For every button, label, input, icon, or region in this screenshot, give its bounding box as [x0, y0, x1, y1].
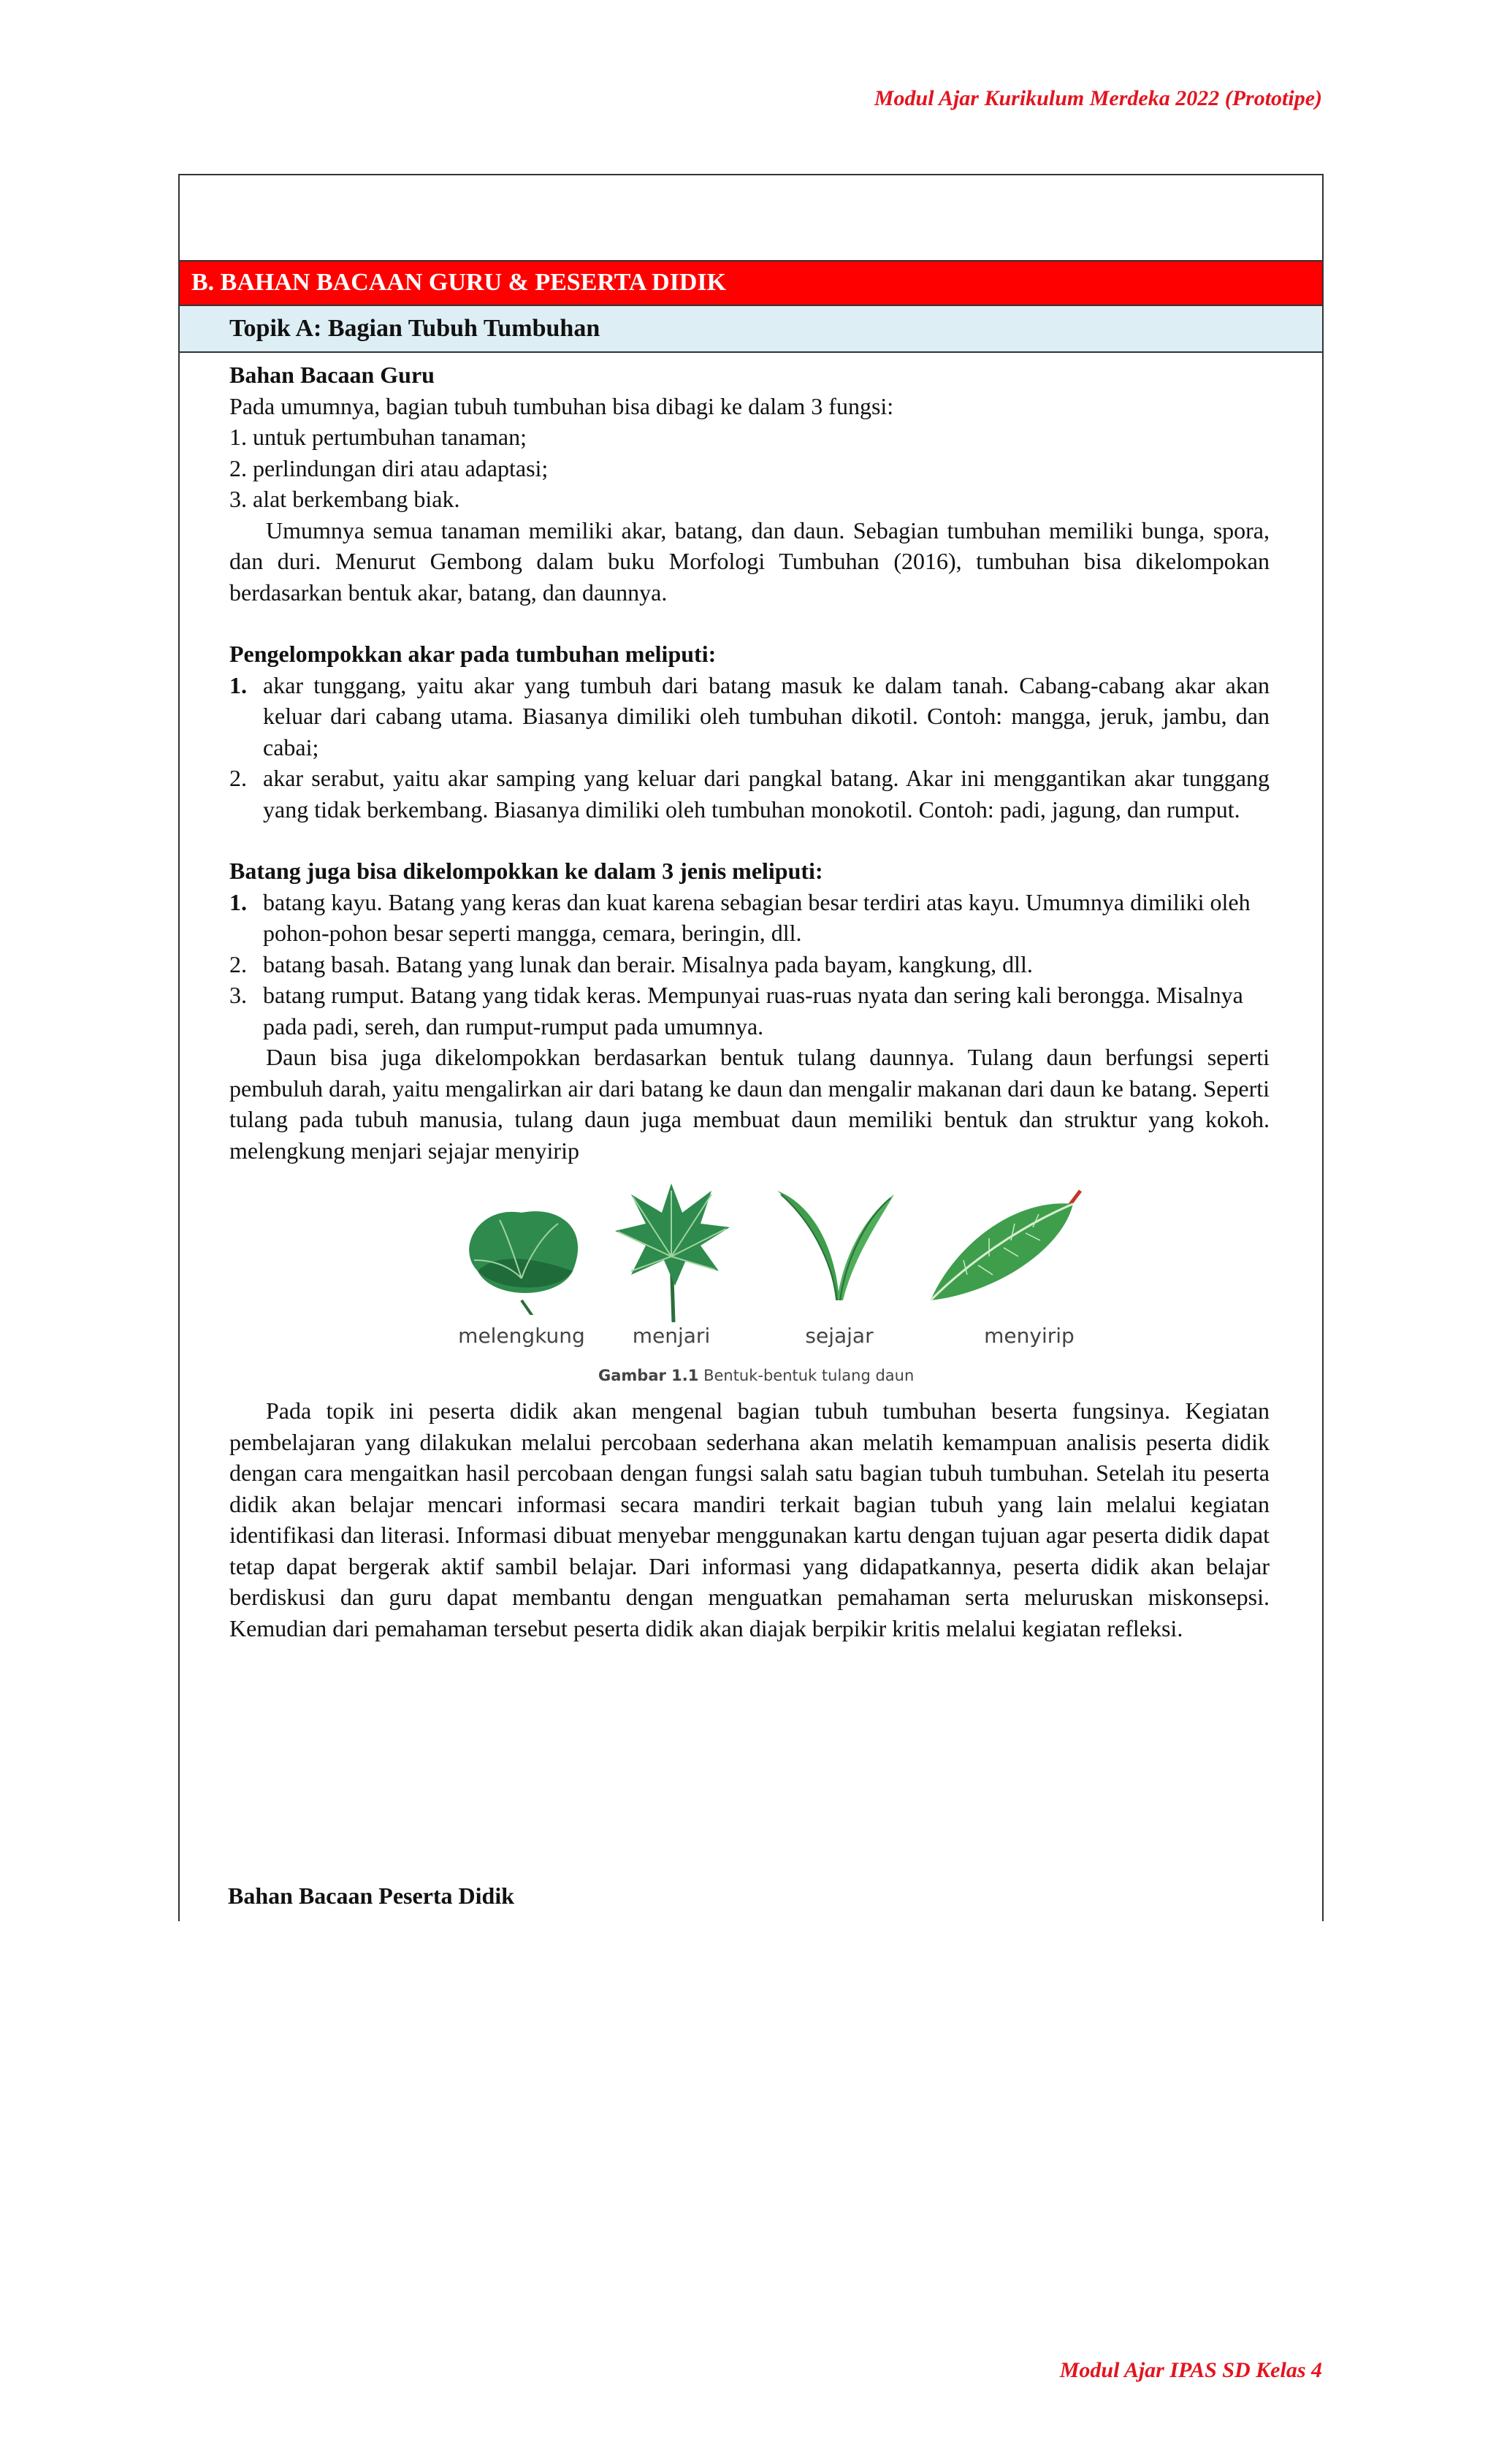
section-title: B. BAHAN BACAAN GURU & PESERTA DIDIK	[180, 260, 1322, 306]
list-number: 2.	[229, 765, 247, 791]
reading-content	[229, 359, 1270, 1644]
caption-number: Gambar 1.1	[598, 1367, 699, 1384]
akar-item	[229, 670, 1270, 763]
leaf-label-sejajar: sejajar	[805, 1324, 874, 1348]
list-number: 3.	[229, 982, 247, 1008]
function-item: 1. untuk pertumbuhan tanaman;	[229, 424, 527, 450]
function-item: 2. perlindungan diri atau adaptasi;	[229, 454, 549, 481]
batang-item	[229, 980, 1270, 1042]
batang-item	[229, 949, 1270, 980]
page-header: Modul Ajar Kurikulum Merdeka 2022 (Prototipe)	[874, 86, 1322, 110]
closing-paragraph: Pada topik ini peserta didik akan mengenal bagian tubuh tumbuhan beserta fungsinya. Kegiatan pembelajaran yang dilakukan melalui percobaan sederhana akan melatih kemampuan analisis peserta didik dengan cara mengaitkan hasil percobaan dengan fungsi salah satu bagian tubuh tumbuhan. Setelah itu peserta didik akan belajar mencari informasi secara mandiri terkait bagian tubuh yang lain melalui kegiatan identifikasi dan literasi. Informasi dibuat menyebar menggunakan kartu dengan tujuan agar peserta didik dapat tetap dapat bergerak aktif sambil belajar. Dari informasi yang didapatkannya, peserta didik akan belajar berdiskusi dan guru dapat membantu dengan menguatkan pemahaman serta meluruskan miskonsepsi. Kemudian dari pemahaman tersebut peserta didik akan diajak berpikir kritis melalui kegiatan refleksi.	[229, 1397, 1270, 1641]
akar-heading: Pengelompokkan akar pada tumbuhan meliputi:	[229, 641, 717, 667]
leaf-menyirip-image	[923, 1183, 1099, 1308]
figure-caption	[598, 1360, 914, 1392]
caption-text: Bentuk-bentuk tulang daun	[703, 1367, 915, 1384]
guru-heading: Bahan Bacaan Guru	[229, 362, 435, 388]
topic-title: Topik A: Bagian Tubuh Tumbuhan	[180, 306, 1322, 353]
list-text: batang rumput. Batang yang tidak keras. Mempunyai ruas-ruas nyata dan sering kali berongga. Misalnya pada padi, sereh, dan rumput-rumput pada umumnya.	[263, 982, 1243, 1040]
page-footer: Modul Ajar IPAS SD Kelas 4	[1059, 2358, 1322, 2382]
content-box	[178, 174, 1324, 1921]
list-text: akar tunggang, yaitu akar yang tumbuh dari batang masuk ke dalam tanah. Cabang-cabang akar akan keluar dari cabang utama. Biasanya dimiliki oleh tumbuhan dikotil. Contoh: mangga, jeruk, jambu, dan cabai;	[263, 671, 1270, 760]
list-text: batang basah. Batang yang lunak dan berair. Misalnya pada bayam, kangkung, dll.	[263, 950, 1033, 977]
leaf-label-menjari: menjari	[632, 1324, 711, 1348]
akar-item	[229, 763, 1270, 825]
leaf-melengkung-image	[449, 1191, 595, 1315]
list-number: 1.	[229, 671, 247, 698]
leaf-figure	[229, 1176, 1270, 1395]
batang-heading: Batang juga bisa dikelompokkan ke dalam 3 jenis meliputi:	[229, 858, 823, 884]
batang-item	[229, 887, 1270, 949]
leaf-label-melengkung: melengkung	[458, 1324, 585, 1348]
function-item: 3. alat berkembang biak.	[229, 486, 460, 512]
leaf-menjari-image	[609, 1176, 733, 1322]
list-text: batang kayu. Batang yang keras dan kuat karena sebagian besar terdiri atas kayu. Umumnya dimiliki oleh pohon-pohon besar seperti mangga, cemara, beringin, dll.	[263, 888, 1251, 946]
list-text: akar serabut, yaitu akar samping yang keluar dari pangkal batang. Akar ini menggantikan akar tunggang yang tidak berkembang. Biasanya dimiliki oleh tumbuhan monokotil. Contoh: padi, jagung, dan rumput.	[263, 765, 1270, 823]
leaf-label-menyirip: menyirip	[984, 1324, 1075, 1348]
leaf-sejajar-image	[770, 1176, 901, 1308]
peserta-heading: Bahan Bacaan Peserta Didik	[228, 1883, 515, 1909]
daun-paragraph: Daun bisa juga dikelompokkan berdasarkan bentuk tulang daunnya. Tulang daun berfungsi seperti pembuluh darah, yaitu mengalirkan air dari batang ke daun dan mengalir makanan dari daun ke batang. Seperti tulang pada tubuh manusia, tulang daun juga membuat daun memiliki bentuk dan struktur yang kokoh. melengkung menjari sejajar menyirip	[229, 1044, 1270, 1164]
list-number: 2.	[229, 950, 247, 977]
guru-paragraph: Umumnya semua tanaman memiliki akar, batang, dan daun. Sebagian tumbuhan memiliki bunga, spora, dan duri. Menurut Gembong dalam buku Morfologi Tumbuhan (2016), tumbuhan bisa dikelompokan berdasarkan bentuk akar, batang, dan daunnya.	[229, 516, 1270, 606]
guru-intro: Pada umumnya, bagian tubuh tumbuhan bisa dibagi ke dalam 3 fungsi:	[229, 392, 894, 419]
list-number: 1.	[229, 888, 247, 915]
